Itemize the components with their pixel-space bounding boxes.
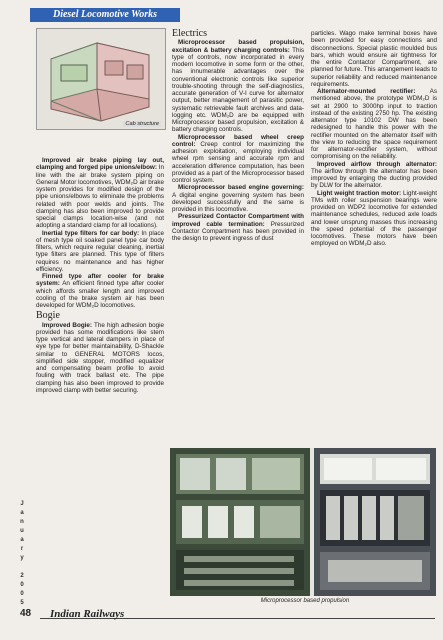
date-letter: J [20, 501, 24, 507]
column-1 [36, 157, 164, 394]
paragraph: Microprocessor based wheel creep control: Creep control for maximizing the adhesion exploitation, employing individual wheel rpm sensing and accurate rpm and acceleration difference computation, has been provided as a part of the Microprocessor based control system. [172, 133, 304, 184]
column-3 [311, 30, 437, 248]
date-letter: a [20, 510, 24, 516]
column-2 [172, 30, 304, 242]
cab-structure-caption: Cab structure [125, 121, 159, 127]
paragraph: Light weight traction motor: Light-weight TMs with roller suspension bearings were provided on WDP2 locomotive for extended maintenance schedules, reduced axle loads and lower unsprung masses thus increasing the speed potential of the passenger locomotives. These motors have been employed on WDM₂D also. [311, 189, 437, 248]
magazine-name: Indian Railways [50, 608, 125, 620]
paragraph: Finned type after cooler for brake system: An efficient finned type after cooler which affords smaller length and improved cooling of the brake system air has been developed for WDM₂D locomotives. [36, 273, 164, 309]
paragraph: Improved air brake piping lay out, clamping and forged pipe unions/elbow: In line with the air brake system piping on General Motor locomotives, WDM₂D air brake system provides for modified design of the pipe unions/elbows to eliminate the problems related with poor welds and joints. The clamping has also been improved to provide special clamps location-wise (and not adopting a standard clamp for all locations). [36, 157, 164, 230]
date-letter: 5 [20, 600, 24, 606]
date-letter: y [20, 555, 24, 561]
cab-structure-image [36, 28, 166, 130]
cab-structure-drawing [37, 29, 165, 129]
paragraph: Alternator-mounted rectifier: As mentioned above, the prototype WDM₂D is set at 2900 to 3000hp input to traction instead of the existing 2750 hp. The existing alternator type 10102 DW has been redesigned to handle this power with the rectifier mounted on the alternator itself with the view to reducing the space requirement for alternator-rectifier system, without compromising on the reliability. [311, 88, 437, 161]
date-letter: a [20, 537, 24, 543]
section-heading-bogie: Bogie [36, 310, 60, 322]
paragraph: particles. Wago make terminal boxes have been provided for easy connections and disconnections. Special plastic moulded bus bars, which would ensure air tightness for the entire Contactor Compartment, are planned for future. This arrangement leads to superior reliability and reduced maintenance requirements. [311, 30, 437, 88]
date-letter: n [20, 519, 24, 525]
page-number: 48 [20, 608, 32, 619]
date-letter: 0 [20, 591, 24, 597]
date-letter: r [20, 546, 24, 552]
section-heading-electrics: Electrics [172, 28, 207, 39]
paragraph: Improved Bogie: The high adhesion bogie provided has some modifications like stem type vertical and lateral dampers in place of eye type for better maintainability, D-Shackle similar to GENERAL MOTORS locos, simplified side stopper, modified equalizer and compensating beam profile to avoid fouling with track ballast etc. The pipe clamping has also been improved to provide improved clamp with better securing. [36, 321, 165, 394]
date-letter [18, 563, 26, 572]
header-banner: Diesel Locomotive Works [30, 8, 180, 22]
control-cabinet-photo-right [314, 448, 436, 596]
control-cabinet-photo-left [170, 448, 310, 596]
paragraph: Pressurized Contactor Compartment with improved cable termination: Pressurized Contactor Compartment has been provided in the design to prevent ingress of dust [172, 213, 305, 242]
paragraph: Improved airflow through alternator: The airflow through the alternator has been improved by enlarging the ducting provided by DLW for the alternator. [311, 160, 437, 190]
propulsion-photos [170, 448, 436, 596]
propulsion-photo-caption: Microprocessor based propulsion [260, 598, 350, 604]
paragraph: Microprocessor based engine governing: A digital engine governing system has been developed successfully and the same is provided in this locomotive. [172, 184, 304, 213]
date-letter: 2 [20, 573, 24, 579]
date-letter: u [20, 528, 24, 534]
date-letter: 0 [20, 582, 24, 588]
paragraph: Inertial type filters for car body: In place of mesh type oil soaked panel type car body filters, which require regular cleaning, inertial type filters are planned. This type of filters requires no maintenance and has higher efficiency. [36, 229, 164, 273]
paragraph: Microprocessor based propulsion, excitation & battery charging controls: This type of controls, now incorporated in every modern locomotive in some form or the other, has innumerable advantages over the conventional electronic controls like superior trouble-shooting through the self-diagnostics, accurate generation of V-I curve for alternator output, better management of parasitic power, systematic retrievable fault archives and data-logging etc. WDM₂D are be equipped with Microprocessor based propulsion, excitation & battery charging controls. [172, 39, 304, 134]
issue-date-vertical [18, 500, 26, 608]
